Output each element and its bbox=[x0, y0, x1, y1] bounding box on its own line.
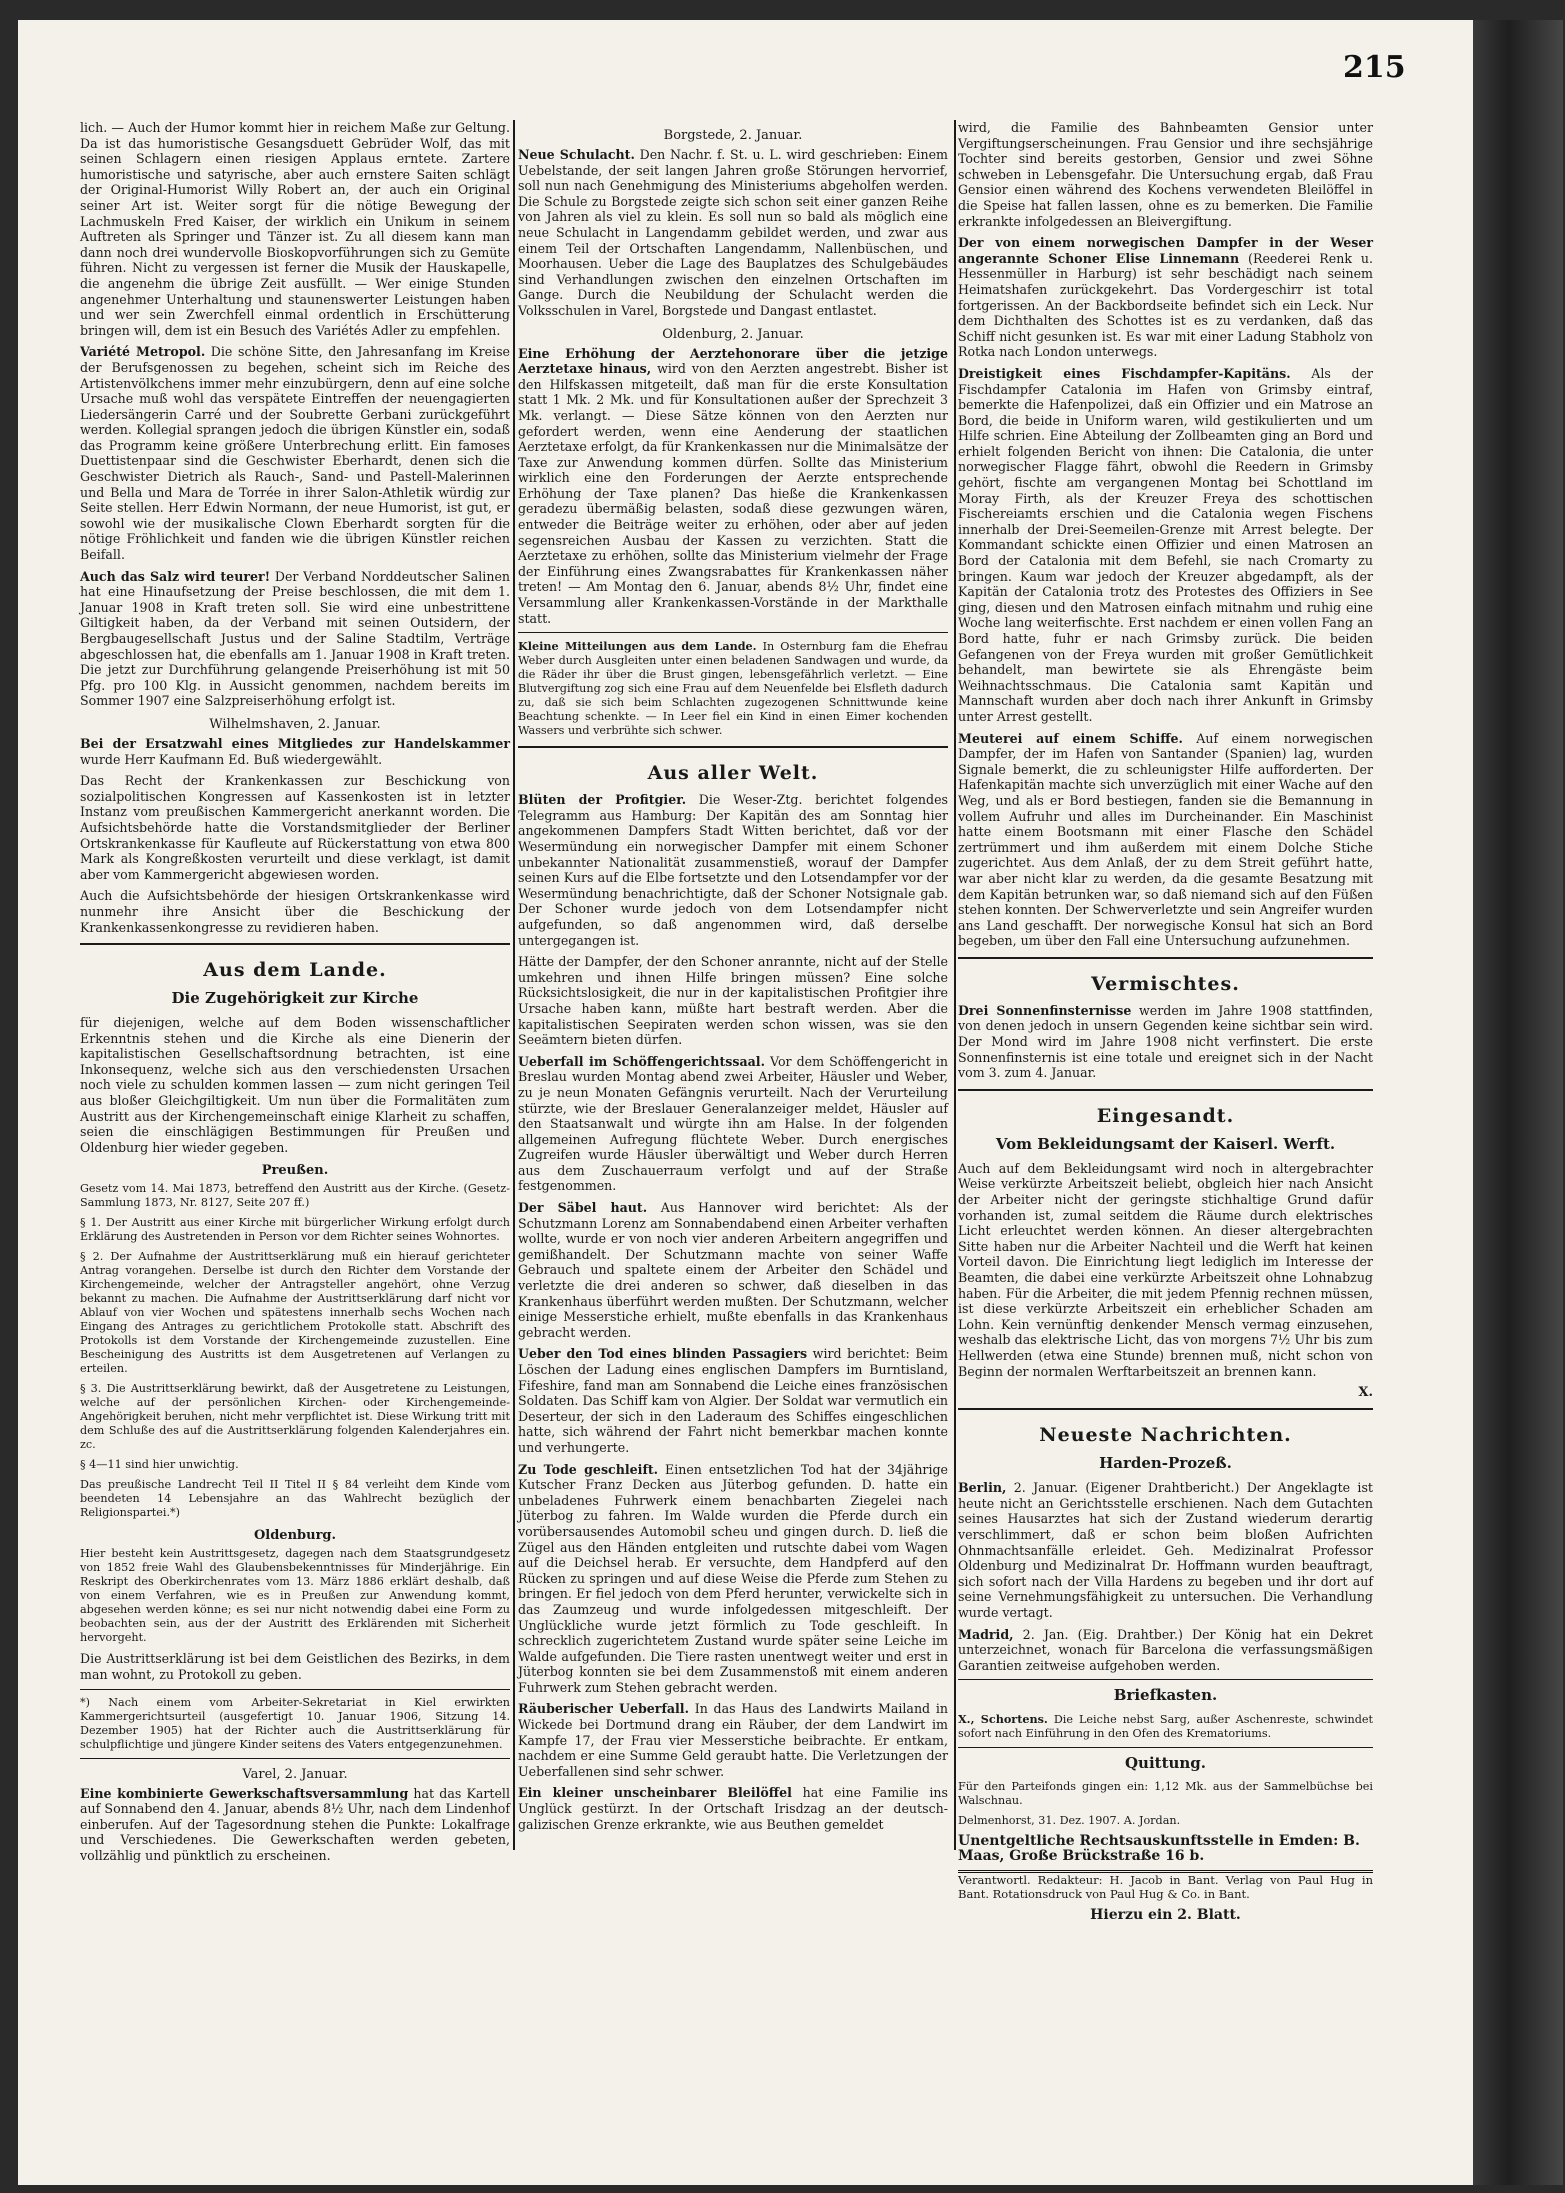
article-headline: Bei der Ersatzwahl eines Mitgliedes zur Handelskammer bbox=[80, 735, 510, 751]
article-headline: Ueberfall im Schöffengerichtssaal. bbox=[518, 1053, 765, 1069]
article-text: wird von den Aerzten angestrebt. Bisher ist den Hilfskassen mitgeteilt, daß man für die erste Konsultation statt 1 Mk. 2 Mk. und für Konsultationen außer der Sprechzeit 3 Mk. verlangt. — Diese Sätze können von den Aerzten nur gefordert werden, wenn eine Aenderung der staatlichen Aerztetaxe erfolgt, da für Krankenkassen nur die Minimalsätze der Taxe zur Anwendung kommen dürfen. Sollte das Ministerium wirklich eine den Forderungen der Aerzte entsprechende Erhöhung der Taxe planen? Das hieße die Krankenkassen geradezu übermäßig belasten, sodaß diese gezwungen wären, entweder die Beiträge weiter zu erhöhen, oder aber auf jeden segensreichen Ausbau der Kassen zu verzichten. Statt die Aerztetaxe zu erhöhen, sollte das Ministerium vielmehr der Frage der Einführung eines Zwangsrabattes für Krankenkassen näher treten! — Am Montag den 6. Januar, abends 8½ Uhr, findet eine Versammlung aller Krankenkassen-Vorstände in der Markthalle statt. bbox=[518, 361, 949, 626]
paragraph: § 3. Die Austrittserklärung bewirkt, daß der Ausgetretene zu Leistungen, welche auf der persönlichen Kirchen- oder Kirchengemeinde-Angehörigkeit beruhen, nicht mehr verpflichtet ist. Diese Wirkung tritt mit dem Schluße des auf die Austrittserklärung folgenden Kalenderjahres ein. zc. bbox=[80, 1382, 510, 1452]
paragraph bbox=[518, 346, 948, 627]
paragraph bbox=[518, 1785, 948, 1832]
supplement-note: Hierzu ein 2. Blatt. bbox=[1090, 1907, 1241, 1924]
article-text: Den Nachr. f. St. u. L. wird geschrieben: Einem Uebelstande, der seit langen Jahren große Störungen hervorrief, soll nun nach Genehmigung des Ministeriums abgeholfen werden. Die Schule zu Borgstede zeigte sich schon seit einer ganzen Reihe von Jahren als viel zu klein. Es soll nun so bald als möglich eine neue Schulacht in Langendamm gebildet werden, und zwar aus einem Teil der Ortschaften Langendamm, Nallenbüschen, und Moorhausen. Ueber die Lage des Bauplatzes des Schulgebäudes sind Verhandlungen zwischen den einzelnen Ortschaften im Gange. Durch die Neubildung der Schulacht werden die Volksschulen in Varel, Borgstede und Dangast entlastet. bbox=[518, 147, 948, 318]
article-text: hat das Kartell auf Sonnabend den 4. Januar, abends 8½ Uhr, nach dem Lindenhof einberufen. Auf der Tagesordnung stehen die Punkte: Lokalfrage und Verschiedenes. Die Gewerkschaften werden gebeten, vollzählig und pünktlich zu erscheinen. bbox=[80, 1785, 510, 1863]
article-text: (Reederei Renk u. Hessenmüller in Harburg) ist sehr beschädigt nach seinem Heimatshafen zurückgekehrt. Das Vordergeschirr ist total fortgerissen. An der Backbordseite befindet sich ein Leck. Nur dem Dichthalten des Schottes ist es zu verdanken, daß das Schiff nicht gesunken ist. Es war mit einer Ladung Stabholz von Rotka nach London unterwegs. bbox=[958, 250, 1373, 360]
divider bbox=[958, 1747, 1373, 1748]
divider bbox=[518, 632, 948, 633]
article-text: Der Verband Norddeutscher Salinen hat eine Hinaufsetzung der Preise beschlossen, die mit dem 1. Januar 1908 in Kraft treten soll. Sie wird eine unbestrittene Giltigkeit haben, da der Verband mit seinen Outsidern, der Bergbaugesellschaft Justus und der Saline Stadtilm, Verträge abgeschlossen hat, die ebenfalls am 1. Januar 1908 in Kraft treten. Die jetzt zur Durchführung gelangende Preiserhöhung ist mit 50 Pfg. pro 100 Klg. in Aussicht genommen, nachdem bereits im Sommer 1907 eine Salzpreiserhöhung erfolgt ist. bbox=[80, 568, 511, 709]
paragraph: § 1. Der Austritt aus einer Kirche mit bürgerlicher Wirkung erfolgt durch Erklärung des Austretenden in Person vor dem Richter seines Wohnortes. bbox=[80, 1216, 510, 1244]
article-text: wurde Herr Kaufmann Ed. Buß wiedergewählt. bbox=[80, 751, 383, 767]
paragraph bbox=[80, 344, 510, 562]
paragraph bbox=[958, 1712, 1373, 1741]
dateline: Oldenburg, 2. Januar. bbox=[662, 326, 804, 342]
section-rule bbox=[958, 1089, 1373, 1091]
paragraph bbox=[518, 1462, 948, 1696]
section-heading: Aus aller Welt. bbox=[647, 762, 819, 785]
article-text: hat eine Familie ins Unglück gestürzt. In der Ortschaft Irisdzag an der deutsch-galizischen Grenze erkrankte, wie aus Beuthen gemeldet bbox=[518, 1785, 948, 1832]
paragraph: Das Recht der Krankenkassen zur Beschickung von sozialpolitischen Kongressen auf Kassenkosten ist in letzter Instanz vom preußischen Kammergericht anerkannt worden. Die Aufsichtsbehörde hatte die Vorstandsmitglieder der Berliner Ortskrankenkasse für Kaufleute auf Rückerstattung von etwa 800 Mark als Kongreßkosten verurteilt und diese verklagt, ist damit aber vom Kammergericht abgewiesen worden. bbox=[80, 773, 510, 882]
paragraph: Für den Parteifonds gingen ein: 1,12 Mk. aus der Sammelbüchse bei Walschnau. bbox=[958, 1780, 1373, 1808]
article-title: Harden-Prozeß. bbox=[1099, 1454, 1232, 1473]
paragraph bbox=[518, 1054, 948, 1194]
paragraph bbox=[518, 1200, 948, 1340]
paragraph bbox=[958, 1480, 1373, 1620]
article-text: In das Haus des Landwirts Mailand in Wickede bei Dortmund drang ein Räuber, der dem Landwirt im Kampfe 17, der Frau vier Messerstiche beibrachte. Er entkam, nachdem er eine Summe Geld geraubt hatte. Die Verletzungen der Ueberfallenen sind sehr schwer. bbox=[518, 1701, 948, 1779]
paragraph bbox=[958, 1003, 1373, 1081]
section-rule bbox=[958, 957, 1373, 959]
article-text: Die Weser-Ztg. berichtet folgendes Telegramm aus Hamburg: Der Kapitän des am Sonntag hier angekommenen Dampfers Stadt Witten berichtet, daß vor der Wesermündung ein norwegischer Dampfer mit einem Schoner unbekannter Nationalität zusammenstieß, worauf der Dampfer seinen Kurs auf die Elbe fortsetzte und den Lotsendampfer vor der Wesermündung benachrichtigte, daß der Schoner Notsignale gab. Der Schoner wurde jedoch von dem Lotsendampfer nicht aufgefunden, so daß angenommen wird, daß derselbe untergegangen ist. bbox=[518, 792, 948, 948]
paragraph: Das preußische Landrecht Teil II Titel II § 84 verleiht dem Kinde vom beendeten 14 Lebensjahre an das Wahlrecht bezüglich der Religionspartei.*) bbox=[80, 1478, 510, 1520]
article-headline: Zu Tode geschleift. bbox=[518, 1461, 659, 1477]
paragraph: lich. — Auch der Humor kommt hier in reichem Maße zur Geltung. Da ist das humoristische Gesangsduett Gebrüder Wolf, das mit seinen Schlagern einen riesigen Applaus erntete. Zartere humoristische und satyrische, aber auch ernstere Saiten schlägt der Original-Humorist Willy Robert an, der auch ein Original seiner Art ist. Weiter sorgt für die nötige Bewegung der Lachmuskeln Fred Kaiser, der wirklich ein Unikum in seinem Auftreten als Springer und Tänzer ist. Zu all diesem kann man dann noch drei wundervolle Bioskopvorführungen sich zu Gemüte führen. Nicht zu vergessen ist ferner die Musik der Hauskapelle, die angenehm die übrige Zeit ausfüllt. — Wer einige Stunden angenehmer Unterhaltung und staunenswerter Leistungen haben und wer sein Zwerchfell einmal ordentlich in Erschütterung bringen will, dem ist ein Besuch des Variétés Adler zu empfehlen. bbox=[80, 120, 510, 338]
book-binding bbox=[1473, 20, 1563, 2185]
paragraph bbox=[958, 366, 1373, 725]
article-headline: Blüten der Profitgier. bbox=[518, 792, 687, 808]
section-rule bbox=[80, 943, 510, 945]
paragraph: Hätte der Dampfer, der den Schoner anrannte, nicht auf der Stelle umkehren und ihnen Hilfe bringen müssen? Eine solche Rücksichtslosigkeit, die nur in der kapitalistischen Profitgier ihre Ursache haben kann, müßte hart bestraft werden. Aber die kapitalistischen Seepiraten werden schon wissen, was sie den Seeämtern bieten dürfen. bbox=[518, 954, 948, 1048]
column-separator bbox=[513, 120, 515, 1850]
article-text: wird berichtet: Beim Löschen der Ladung eines englischen Dampfers im Burntisland, Fifeshire, fand man am Sonnabend die Leiche eines französischen Soldaten. Das Schiff kam von Algier. Der Soldat war vermutlich ein Deserteur, der sich in den Laderaum des Schiffes eingeschlichen hatte, sich während der Fahrt nicht bemerkbar machen konnte und verhungerte. bbox=[518, 1346, 948, 1455]
article-text: Aus Hannover wird berichtet: Als der Schutzmann Lorenz am Sonnabendabend einen Arbeiter verhaften wollte, wurde er von noch vier anderen Arbeitern angegriffen und gemißhandelt. Der Schutzmann machte von seiner Waffe Gebrauch und spaltete einem der Arbeiter den Schädel und verletzte die drei anderen so schwer, daß dieselben in das Krankenhaus überführt werden mußten. Der Schutzmann, welcher einige Messerstiche erhielt, mußte ebenfalls in das Krankenhaus gebracht werden. bbox=[518, 1200, 948, 1340]
subheading: Preußen. bbox=[261, 1163, 329, 1179]
column-1 bbox=[80, 120, 510, 1870]
article-headline: Neue Schulacht. bbox=[518, 147, 635, 162]
article-headline: Ueber den Tod eines blinden Passagiers bbox=[518, 1346, 808, 1362]
page-number: 215 bbox=[1343, 50, 1406, 85]
newspaper-page bbox=[18, 20, 1473, 2185]
article-text: 2. Januar. (Eigener Drahtbericht.) Der Angeklagte ist heute nicht an Gerichtsstelle erschienen. Nach dem Gutachten seines Hausarztes hat sich der Zustand wiederum derartig verschlimmert, daß er schon beim bloßen Aufrichten Ohnmachtsanfälle erleidet. Geh. Medizinalrat Professor Oldenburg und Medizinalrat Dr. Hoffmann wurden beauftragt, sich sofort nach der Villa Hardens zu begeben und ihr dort auf seine Vernehmungsfähigkeit zu untersuchen. Die Verhandlung wurde vertagt. bbox=[958, 1480, 1373, 1620]
signature: X. bbox=[1358, 1385, 1373, 1401]
article-headline: Madrid, bbox=[958, 1626, 1014, 1642]
article-headline: Ein kleiner unscheinbarer Bleilöffel bbox=[518, 1785, 792, 1801]
subheading: Oldenburg. bbox=[253, 1528, 337, 1544]
divider bbox=[958, 1679, 1373, 1680]
article-text: Einen entsetzlichen Tod hat der 34jährige Kutscher Franz Decken aus Jüterbog gefunden. D. hatte ein unbeladenes Fuhrwerk einem benachbarten Ziegelei nach Jüterbog zu fahren. Im Walde wurden die Pferde durch ein vorübersausendes Automobil scheu und gingen durch. D. ließ die Zügel aus den Händen entgleiten und rutschte dabei vom Wagen auf die Deichsel herab. Er versuchte, dem Handpferd auf den Rücken zu springen und auf diese Weise die Pferde zum Stehen zu bringen. Er fiel jedoch von dem Pferd herunter, verwickelte sich in das Zaumzeug und wurde infolgedessen mitgeschleift. Der Unglückliche wurde jetzt förmlich zu Tode geschleift. In schrecklich zugerichtetem Zustand wurde später seine Leiche im Walde aufgefunden. Die Tiere rasten unentwegt weiter und erst in Jüterbog konnten sie bei dem Zusammenstoß mit einem anderen Fuhrwerk zum Stehen gebracht werden. bbox=[518, 1461, 948, 1695]
article-text: Die Leiche nebst Sarg, außer Aschenreste, schwindet sofort nach Einführung in den Ofen des Krematoriums. bbox=[958, 1713, 1374, 1741]
article-headline: X., Schortens. bbox=[958, 1712, 1048, 1727]
dateline: Wilhelmshaven, 2. Januar. bbox=[209, 716, 381, 732]
paragraph: § 4—11 sind hier unwichtig. bbox=[80, 1458, 239, 1472]
section-heading: Neueste Nachrichten. bbox=[1039, 1424, 1292, 1447]
legal-advice-notice: Unentgeltliche Rechtsauskunftsstelle in Emden: B. Maas, Große Brückstraße 16 b. bbox=[958, 1834, 1373, 1873]
dateline: Varel, 2. Januar. bbox=[242, 1766, 348, 1782]
article-title: Vom Bekleidungsamt der Kaiserl. Werft. bbox=[995, 1134, 1336, 1153]
section-heading: Vermischtes. bbox=[1091, 972, 1240, 995]
divider bbox=[80, 1758, 510, 1759]
paragraph bbox=[518, 1701, 948, 1779]
paragraph: Auch die Aufsichtsbehörde der hiesigen Ortskrankenkasse wird nunmehr ihre Ansicht über die Beschickung der Krankenkassenkongresse zu revidieren haben. bbox=[80, 888, 510, 935]
article-headline: Räuberischer Ueberfall. bbox=[518, 1701, 689, 1717]
article-headline: Der Säbel haut. bbox=[518, 1200, 648, 1216]
footnote: *) Nach einem vom Arbeiter-Sekretariat in Kiel erwirkten Kammergerichtsurteil (ausgefertigt 10. Januar 1906, Sitzung 14. Dezember 1905) hat der Richter auch die Austrittserklärung für schulpflichtige und jüngere Kinder seitens des Vaters entgegenzunehmen. bbox=[80, 1695, 510, 1751]
article-headline: Drei Sonnenfinsternisse bbox=[958, 1002, 1132, 1018]
paragraph bbox=[518, 639, 948, 738]
article-headline: Berlin, bbox=[958, 1480, 1007, 1496]
article-text: Die schöne Sitte, den Jahresanfang im Kreise der Berufsgenossen zu begehen, scheint sich im Reiche des Artistenvölkchens immer mehr einzubürgern, denn auf eine solche Ursache muß wohl das verspätete Eintreffen der neuengagierten Liedersängerin Carré und der Soubrette Gerbani zurückgeführt werden. Kollegial sprangen jedoch die übrigen Künstler ein, sodaß das Programm keine größere Unterbrechung erlitt. Ein famoses Duettistenpaar sind die Geschwister Eberhardt, denen sich die Geschwister Dietrich als Rauch-, Sand- und Pastell-Malerinnen und Bella und Mara de Torrée in ihrer Salon-Athletik würdig zur Seite stellen. Herr Edwin Normann, der neue Humorist, ist gut, er sowohl wie der musikalische Clown Eberhardt sorgten für die nötige Fröhlichkeit und fanden wie die übrigen Künstler reichen Beifall. bbox=[80, 344, 510, 563]
paragraph: Die Austrittserklärung ist bei dem Geistlichen des Bezirks, in dem man wohnt, zu Protokoll zu geben. bbox=[80, 1651, 510, 1683]
paragraph: § 2. Der Aufnahme der Austrittserklärung muß ein hierauf gerichteter Antrag vorangehen. Derselbe ist durch den Richter dem Vorstande der Kirchengemeinde, welcher der Antragsteller angehört, ohne Verzug bekannt zu machen. Die Aufnahme der Austrittserklärung darf nicht vor Ablauf von vier Wochen und spätestens innerhalb sechs Wochen nach Eingang des Antrages zu gerichtlichem Protokolle statt. Abschrift des Protokolls ist dem Vorstande der Kirchengemeinde zuzustellen. Eine Bescheinigung des Austritts ist dem Ausgetretenen auf Verlangen zu erteilen. bbox=[80, 1250, 510, 1376]
paragraph bbox=[80, 569, 510, 709]
article-headline: Eine kombinierte Gewerkschaftsversammlung bbox=[80, 1785, 409, 1801]
paragraph: Gesetz vom 14. Mai 1873, betreffend den Austritt aus der Kirche. (Gesetz-Sammlung 1873, Nr. 8127, Seite 207 ff.) bbox=[80, 1182, 510, 1210]
article-title: Briefkasten. bbox=[1113, 1686, 1218, 1705]
article-text: werden im Jahre 1908 stattfinden, von denen jedoch in unsern Gegenden keine sichtbar sein wird. Der Mond wird im Jahre 1908 nicht verfinstert. Die erste Sonnenfinsternis ist eine totale und ereignet sich in der Nacht vom 3. zum 4. Januar. bbox=[958, 1002, 1373, 1081]
article-title: Quittung. bbox=[1124, 1754, 1207, 1773]
article-headline: Kleine Mitteilungen aus dem Lande. bbox=[518, 639, 757, 654]
paragraph: wird, die Familie des Bahnbeamten Gensior unter Vergiftungserscheinungen. Frau Gensior und ihre sechsjährige Tochter sind bereits gestorben, Gensior und zwei Söhne schweben in Lebensgefahr. Die Untersuchung ergab, daß Frau Gensior einen während des Kochens verwendeten Bleilöffel in die Speise hat fallen lassen, ohne es zu bemerken. Die Familie erkrankte infolgedessen an Bleivergiftung. bbox=[958, 120, 1373, 229]
paragraph: für diejenigen, welche auf dem Boden wissenschaftlicher Erkenntnis stehen und die Kirche als eine Dienerin der kapitalistischen Gesellschaftsordnung betrachten, ist eine Inkonsequenz, welche sich aus den verschiedensten Ursachen noch viele zu schulden kommen lassen — zum nicht geringen Teil aus bloßer Gleichgiltigkeit. Um nun über die Formalitäten zum Austritt aus der Kirchengemeinschaft einige Klarheit zu schaffen, seien die einschlägigen Bestimmungen für Preußen und Oldenburg hier wieder gegeben. bbox=[80, 1015, 510, 1155]
article-text: 2. Jan. (Eig. Drahtber.) Der König hat ein Dekret unterzeichnet, wonach für Barcelona die verfassungsmäßigen Garantien zeitweise aufgehoben werden. bbox=[958, 1626, 1373, 1673]
section-heading: Eingesandt. bbox=[1096, 1104, 1235, 1127]
footnote-rule bbox=[80, 1689, 510, 1690]
column-separator bbox=[954, 120, 956, 1850]
dateline: Borgstede, 2. Januar. bbox=[663, 128, 803, 143]
paragraph: Auch auf dem Bekleidungsamt wird noch in altergebrachter Weise verkürzte Arbeitszeit beliebt, obgleich hier nach Ansicht der Arbeiter nicht der geringste stichhaltige Grund dafür vorhanden ist, zumal seitdem die Räume durch elektrisches Licht erleuchtet werden können. An dieser altergebrachten Sitte haben nur die Arbeiter Nachteil und die Werft hat keinen Vorteil davon. Die Einrichtung liegt lediglich im Interesse der Beamten, die dabei eine verkürzte Arbeitszeit ohne Lohnabzug haben. Für die Arbeiter, die mit jedem Pfennig rechnen müssen, ist diese verkürzte Arbeitszeit ein erheblicher Schaden am Lohn. Kein vernünftig denkender Mensch vermag einzusehen, weshalb das elektrische Licht, das von morgens 7½ Uhr bis zum Hellwerden (etwa eine Stunde) brennen muß, nicht schon von Beginn der normalen Werftarbeitszeit an brennen kann. bbox=[958, 1160, 1373, 1379]
article-headline: Auch das Salz wird teurer! bbox=[80, 568, 271, 584]
article-text: In Osternburg fam die Ehefrau Weber durch Ausgleiten unter einen beladenen Sandwagen und wurde, da die Räder ihr über die Brust gingen, lebensgefährlich verletzt. — Eine Blutvergiftung zog sich eine Frau auf dem Neuenfelde bei Elsfleth dadurch zu, daß sie sich beim Schlachten zugezogenen Schnittwunde keine Beachtung schenkte. — In Leer fiel ein Kind in einen Eimer kochenden Wassers und verbrühte sich schwer. bbox=[518, 640, 948, 738]
paragraph bbox=[958, 235, 1373, 360]
section-rule bbox=[958, 1408, 1373, 1410]
article-text: Vor dem Schöffengericht in Breslau wurden Montag abend zwei Arbeiter, Häusler und Weber, zu je neun Monaten Gefängnis verurteilt. Nach der Verurteilung stürzte, wie der Breslauer Generalanzeiger meldet, Häusler auf den Staatsanwalt und würgte ihn am Halse. In der folgenden allgemeinen Aufregung flüchtete Weber. Durch energisches Zugreifen wurde Häusler überwältigt und Weber durch Herren aus dem Zuschauerraum verfolgt und auf der Straße festgenommen. bbox=[518, 1053, 948, 1194]
imprint: Verantwortl. Redakteur: H. Jacob in Bant. Verlag von Paul Hug in Bant. Rotationsdruck von Paul Hug & Co. in Bant. bbox=[958, 1873, 1373, 1902]
paragraph bbox=[958, 1627, 1373, 1674]
article-title: Die Zugehörigkeit zur Kirche bbox=[171, 989, 419, 1008]
paragraph: Hier besteht kein Austrittsgesetz, dagegen nach dem Staatsgrundgesetz von 1852 freie Wahl des Glaubensbekenntnisses für Minderjährige. Ein Reskript des Oberkirchenrates vom 13. März 1886 erklärt deshalb, daß von einem Verfahren, wie es in Preußen zur Anwendung kommt, abgesehen werden könne; es sei nur nicht notwendig dabei eine Form zu beobachten sein, aus der der Austritt des Erklärenden mit Sicherheit hervorgeht. bbox=[80, 1547, 510, 1645]
section-rule bbox=[518, 746, 948, 748]
paragraph bbox=[518, 792, 948, 948]
column-2 bbox=[518, 120, 948, 1838]
article-text: Als der Fischdampfer Catalonia im Hafen von Grimsby eintraf, bemerkte die Hafenpolizei, daß ein Offizier und ein Matrose an Bord, die beide in Uniform waren, wild gestikulierten und um Hilfe schrien. Eine Abteilung der Zollbeamten ging an Bord und erhielt folgenden Bericht von ihnen: Die Catalonia, die unter norwegischer Flagge fährt, obwohl die Reedern in Grimsby gehört, fischte am vergangenen Montag bei Schottland im Moray Firth, als der Kreuzer Freya des schottischen Fischereiamts erschien und die Catalonia wegen Fischens innerhalb der Drei-Seemeilen-Grenze mit Arrest belegte. Der Kommandant schickte einen Offizier und einen Matrosen an Bord der Catalonia mit dem Befehl, sie nach Cromarty zu bringen. Kaum war jedoch der Kreuzer abgedampft, als der Kapitän der Catalonia trotz des Protestes des Offiziers in See ging, diesen und den Matrosen einfach mitnahm und ruhig eine Woche lang weiterfischte. Erst nachdem er einen vollen Fang an Bord hatte, fuhr er nach Grimsby zurück. Die beiden Gefangenen von der Freya wurden mit großer Gemütlichkeit behandelt, man bewirtete sie als Ehrengäste beim Weihnachtsschmaus. Die Catalonia samt Kapitän und Mannschaft wurden aber doch nach ihrer Ankunft in Grimsby unter Arrest gestellt. bbox=[958, 365, 1373, 724]
paragraph bbox=[518, 147, 948, 319]
article-text: Auf einem norwegischen Dampfer, der im Hafen von Santander (Spanien) lag, wurden Signale bemerkt, die zu schleunigster Hilfe aufforderten. Der Hafenkapitän machte sich unverzüglich mit einer Wache auf den Weg, und als er Bord bestiegen, fanden sie die Bemannung in vollem Aufruhr und alles im Durcheinander. Ein Maschinist hatte einem Bootsmann mit einer Flasche den Schädel zertrümmert und ihm außerdem mit einem Dolche Stiche zugerichtet. Aus dem Anlaß, der zu dem Streit geführt hatte, war aber nicht klar zu werden, da die gesamte Besatzung mit dem Kapitän betrunken war, so daß niemand sich auf den Füßen stehen konnten. Der Schwerverletzte und sein Angreifer wurden ans Land geschafft. Der norwegische Konsul hat sich an Bord begeben, um über den Fall eine Untersuchung aufzunehmen. bbox=[958, 730, 1373, 949]
paragraph bbox=[958, 731, 1373, 949]
article-headline: Dreistigkeit eines Fischdampfer-Kapitäns. bbox=[958, 365, 1291, 381]
paragraph: Delmenhorst, 31. Dez. 1907. A. Jordan. bbox=[958, 1814, 1181, 1828]
column-3 bbox=[958, 120, 1373, 1923]
paragraph bbox=[80, 1786, 510, 1864]
article-headline: Meuterei auf einem Schiffe. bbox=[958, 730, 1183, 746]
section-heading: Aus dem Lande. bbox=[203, 959, 387, 982]
article-headline: Eine Erhöhung der Aerztehonorare über die jetzige Aerztetaxe hinaus, bbox=[518, 345, 948, 377]
paragraph bbox=[80, 736, 510, 767]
article-headline: Der von einem norwegischen Dampfer in der Weser angerannte Schoner Elise Linnemann bbox=[958, 235, 1373, 266]
article-headline: Variété Metropol. bbox=[80, 344, 206, 360]
paragraph bbox=[518, 1346, 948, 1455]
